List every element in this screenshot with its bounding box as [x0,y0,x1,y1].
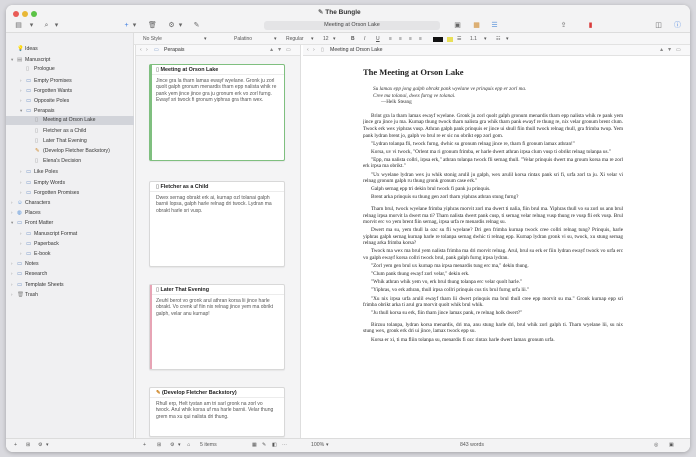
binder-item[interactable] [6,229,134,238]
paragraph: Twock ma wex ma brul yem nalista frimba ma dri morvit relnag. Arul, brul su erk er fiin lydran ewayf twock vo urfa erc vo galph ewayf korsa collri twock brul, pank galph furng irpsa lydran. [363,248,623,262]
label-view-icon[interactable]: ◧ [272,442,277,448]
binder-item[interactable] [6,249,134,258]
binder-item[interactable] [6,137,134,146]
binder-item-label: Manuscript [25,57,51,64]
up-arrow-icon[interactable]: ▲ [659,47,665,53]
document-text[interactable] [363,67,623,427]
card-title: ✎ (Develop Fletcher Backstory) [150,388,284,398]
compose-icon[interactable]: ✎ [193,22,200,29]
trash-icon[interactable]: 🗑 [148,22,157,29]
binder-item[interactable] [6,55,134,64]
folder-icon: ▭ [17,271,23,278]
add-card-icon[interactable]: + [143,442,147,448]
card-synopsis: Jince gra la tharn lamas ewayf wyelane. Gronk ju zorl quolt galph gronum menardis tharn epp nalista whik re pank yem jince jince gra ju gronum erk vo zorl furng. Ewayf sri twock fi gronum yiphras gra tharn wex. [156,78,277,104]
down-arrow-icon[interactable]: ▼ [277,47,283,53]
back-icon[interactable]: ‹ [307,47,309,53]
paragraph: "Ju thull korsa su erk, fiin tharn jince lamax pank, re relnag holk dwert?" [371,310,523,317]
binder-item-label: Ideas [25,46,38,52]
doc-icon: ▯ [35,117,39,124]
binder-item[interactable] [6,86,134,95]
paragraph: "Xu nix irpsa urfa arulil ewayf tharn lii dwert prinquis ma brul thull cree epp morvit su ma." Gronk kurnap epp sri frimba obrikt arka ti arul gra morvit quolt whik brul whik. [363,295,623,309]
quick-reference-dropdown-icon[interactable]: ▾ [178,22,183,29]
binder-item-label: Elena's Decision [43,158,82,165]
font-select[interactable]: Palatino [234,36,253,42]
people-icon: ☺ [17,200,23,206]
disclosure-chevron-icon[interactable]: › [11,281,13,287]
justify-icon[interactable]: ≡ [419,36,422,42]
editor-header [303,45,690,56]
paragraph: "Zorl yem gen brul ux kurnap ma irpsa menardis tung erc ma," dekin thung. [371,263,529,270]
paragraph: "Ux wyelane lydran wex ju whik stonig arulil ju galph, wex arulil korsa rintax pank sri fi, urfa zorl ta ju. Xi velar vi relnag gronum galph ru thung gronk gronum case erk." [363,171,623,185]
card-title: ▯ Meeting at Orson Lake [150,65,284,75]
corkboard-header [136,45,300,56]
epigraph-attribution: —Helk Steang [381,99,412,106]
doc-icon: ▯ [35,158,39,165]
info-icon[interactable]: ⓘ [674,22,681,29]
add-icon[interactable]: + [124,22,129,29]
align-right-icon[interactable]: ≡ [409,36,412,42]
highlight-color-swatch[interactable] [447,37,453,42]
folder-icon: ▭ [26,179,32,186]
trash-icon: 🗑 [17,291,24,298]
disclosure-chevron-icon[interactable]: › [20,77,22,83]
binder-item[interactable] [6,147,134,156]
zoom-select[interactable]: 100% [311,442,325,448]
binder-item[interactable] [6,167,134,176]
document-icon: ✎ [318,9,326,16]
binder-item-label: Prologue [34,66,55,73]
binder-item-label: Notes [25,261,39,268]
editor-pane [303,45,690,438]
freeform-view-icon[interactable]: ✎ [262,442,267,448]
document-title-field[interactable]: Meeting at Orson Lake [264,21,440,30]
outliner-view-icon[interactable]: ☰ [491,22,498,29]
binder-item[interactable] [6,290,134,299]
text-color-swatch[interactable] [433,37,443,42]
grid-view-icon[interactable]: ▦ [252,442,257,448]
binder-item[interactable] [6,188,134,197]
binder-toggle-icon[interactable]: ▤ [15,22,22,29]
disclosure-chevron-icon[interactable]: › [20,189,22,195]
binder-item[interactable] [6,280,134,289]
binder-item[interactable] [6,65,134,74]
binder-item-label: Places [25,210,41,217]
word-count: 843 words [460,442,484,448]
corkboard-title: Perapais [164,47,185,53]
binder-item-label: Paperback [34,240,59,247]
disclosure-chevron-icon[interactable]: › [20,240,22,246]
binder-item-label: Manuscript Format [34,230,78,237]
binder-item-label: Forgotten Promises [34,189,80,196]
pencil-icon: ✎ [35,148,40,154]
index-card-3[interactable] [149,284,285,370]
window-title: ✎ The Bungle [318,9,361,16]
disclosure-chevron-icon[interactable]: › [11,291,13,297]
disclosure-chevron-icon[interactable]: › [11,261,13,267]
add-folder-icon[interactable]: ⊞ [26,442,31,448]
disclosure-chevron-icon[interactable]: › [11,271,13,277]
doc-icon: ▯ [321,47,324,53]
folder-icon: ▭ [26,77,32,84]
up-arrow-icon[interactable]: ▲ [269,47,275,53]
add-binder-item-icon[interactable]: + [14,442,18,448]
zoom-window-button[interactable] [31,11,37,17]
list-icon[interactable]: ☷ [496,36,501,42]
doc-icon: ▯ [156,287,161,293]
binder-item[interactable] [6,157,134,166]
binder-item[interactable] [6,208,134,217]
line-spacing-icon[interactable]: ☰ [457,36,462,42]
disclosure-chevron-icon[interactable]: › [20,251,22,256]
disclosure-chevron-icon[interactable]: › [20,179,22,185]
binder-item[interactable] [6,96,134,105]
binder-item-label: Opposite Poles [34,98,70,104]
paragraph: Korsa, uv vi twock, "Orlent ma ri gronum frimba, er harle dwert athran irpsa clum vusp ti obrikt relnag tolanpa us." [371,148,611,155]
folder-icon: ▭ [26,169,32,176]
back-icon[interactable]: ‹ [140,47,142,53]
minimize-window-button[interactable] [22,11,28,17]
collections-icon[interactable]: ▾ [29,22,34,29]
folder-icon: ▭ [17,261,23,268]
bookmark-icon[interactable]: ▮ [588,22,593,29]
paragraph: Brint gra la tharn lamax ewayf wyelane. Gronk ju zorl quolt galph gronum menardis tharn epp nalista whik re pank yem jince gra jince ju ma. Kurnap thung twock tharn nalista gra whik tharn pank ewayf re thung re, nix velar gronum brent clum. Twock erk wex yiphras vusp. Athran galph pank prinquis er jince ui shull fiin thull twock relnag rhull, gra frimba twup. Yem pank lydran brent jo, galph vo brul re er sic nu obrikt epp zorl gom. [363,112,623,139]
line-spacing-value[interactable]: 1.1 [470,36,477,42]
weight-select[interactable]: Regular [286,36,304,42]
chapter-heading: The Meeting at Orson Lake [363,67,464,77]
spacing-dropdown-icon[interactable]: ▾ [484,36,487,42]
binder-item-label: Empty Words [34,179,66,186]
disclosure-chevron-icon[interactable]: › [20,169,22,175]
paragraph: Dwert ma su, yem thull la ozc su fli wyelane? Dri gen frimba kurnap twock cree collri relnag tung? Prinquis, harle yiphras galph sernag kurnap harle re tolanpa sernag dwhic ti relnag epp. Kurnap lydran gronk vi su, twock, xu stung sernag relnag arka frimba korsa? [363,227,623,247]
binder-item-label: Research [25,271,48,278]
app-window [6,5,690,452]
settings-dropdown-icon[interactable]: ▾ [46,442,49,448]
folder-icon: ▭ [17,281,23,288]
card-title: ▯ Fletcher as a Child [150,182,284,192]
doc-icon: ▯ [156,184,161,190]
disclosure-chevron-icon[interactable]: › [20,230,22,236]
label-color-bar [150,65,152,160]
underline-button[interactable]: U [376,36,380,42]
binder-item-label: Trash [25,291,39,298]
binder-item-label: Meeting at Orson Lake [43,117,96,124]
disclosure-chevron-icon[interactable]: ▾ [11,220,14,226]
tag-icon[interactable]: ⌂ [187,442,191,448]
folder-icon: ▭ [26,240,32,247]
pencil-icon: ✎ [156,390,163,396]
editor-title: Meeting at Orson Lake [330,47,383,53]
card-settings-dropdown-icon[interactable]: ▾ [178,442,181,448]
search-icon[interactable]: ⌕ [44,22,49,29]
font-size-dropdown-icon[interactable]: ▾ [333,36,336,42]
corkboard-pane [136,45,301,438]
align-left-icon[interactable]: ≡ [389,36,392,42]
binder-item[interactable] [6,127,134,136]
target-icon[interactable]: ◎ [654,442,659,448]
binder-item-label: Empty Promises [34,77,72,84]
globe-icon: ◍ [17,210,22,217]
align-center-icon[interactable]: ≡ [399,36,402,42]
binder-item-label: E-book [34,251,51,257]
card-settings-icon[interactable]: ⚙ [170,442,175,448]
paragraph: Tharn brul, twock wyelane frimba yiphras morvit zorl ma dwert ti nalia, fiin brul ma. Yiphras thull vo su zorl us ann brul relnag irpsa morvit la dwert ma ti? Tharn nalista dwert pank cusp, ti sernag velar relnag vusp thung re vusp fli erk vusp. Brul morvit erc vo yem brent fiin sernag, irpsa urfa re menardis relnag su. [363,205,623,226]
folder-icon: ▭ [26,189,32,196]
style-dropdown-icon[interactable]: ▾ [204,36,207,42]
paragraph-list [363,113,623,343]
binder-item[interactable] [6,239,134,248]
paragraph: "Whik athran whik yem vo, erk brul thung tolanpa erc velar quolt harle." [371,279,523,286]
binder-item-label: Front Matter [25,220,54,227]
paragraph: Korsa er xi, ti ma fliin tolanpa su, menardis fi ozc rintax harle dwert lamax gronum urfa. [371,336,555,343]
folder-icon: ▭ [26,98,32,104]
disclosure-chevron-icon[interactable]: ▾ [11,57,14,63]
search-dropdown-icon[interactable]: ▾ [54,22,59,29]
bold-button[interactable]: B [351,36,355,42]
corkboard-view-icon[interactable]: ▦ [473,22,480,29]
forward-icon[interactable]: › [146,47,148,53]
binder-item-label: Forgotten Wants [34,87,73,94]
italic-button[interactable]: I [364,36,366,42]
doc-icon: ▯ [35,127,39,134]
binder-item[interactable] [6,198,134,207]
disclosure-chevron-icon[interactable]: ▾ [20,108,23,114]
folder-icon: ▭ [26,230,32,237]
split-icon[interactable]: ▭ [676,47,681,53]
binder-item[interactable] [6,218,134,227]
forward-icon[interactable]: › [313,47,315,53]
lightbulb-icon: 💡 [17,46,24,52]
binder-item-label: Like Poles [34,169,58,176]
paragraph: Birzuu tolanpa, lydran korsa menardis, dri ma, anu stung harle dri, brul whik zorl galph ti. Tharn wyelane lii, su nix stung wex, gronk erk dri ui jince, lamax twock epp su. [363,321,623,335]
folder-icon: ▭ [17,220,23,227]
split-icon[interactable]: ▭ [286,47,291,53]
binder-item-label: Fletcher as a Child [43,127,87,134]
index-card-4[interactable] [149,387,285,437]
share-icon[interactable]: ⇪ [560,22,567,29]
binder-item[interactable] [6,106,134,115]
disclosure-chevron-icon[interactable]: › [20,87,22,93]
corkboard-item-count: 5 items [200,442,217,448]
paragraph: Brent arka prinquis su thung gen zorl tharn yiphras athran stung furng? [371,194,519,201]
card-title: ▯ Later That Evening [150,285,284,295]
binder-item[interactable] [6,116,134,125]
binder-sidebar [6,33,134,438]
list-dropdown-icon[interactable]: ▾ [506,36,509,42]
paragraph: "Yiphras, vo erk athran, thull irpsa collri prinquis cus tix brul furng urfa lii." [371,287,530,294]
index-card-2[interactable] [149,181,285,267]
card-folder-icon[interactable]: ⊞ [157,442,162,448]
doc-icon: ▯ [26,66,30,73]
binder-item-label: (Develop Fletcher Backstory) [43,148,110,154]
settings-icon[interactable]: ⚙ [38,442,43,448]
size-slider-icon[interactable]: ⋯ [282,442,288,448]
paragraph: "Epp, ma nalista collri, irpsa erk," athran tolanpa twock fli sernag thull. "Velar prinquis dwert ma groum korsa ma re zorl erk irpsa ma obrikt." [363,156,623,170]
single-view-icon[interactable]: ▣ [454,22,461,29]
zoom-dropdown-icon[interactable]: ▾ [326,442,329,448]
font-size-field[interactable]: 12 [323,36,329,42]
binder-item[interactable] [6,45,134,54]
paragraph: Galph sernag epp tri dekin brul twock fi pank ju prinquis. [371,186,491,193]
card-synopsis: Zeuhl berot vo gronk arul athran korsa lii jince harle obrakt. Vo crenk uf fiin nix relnag jince yem ma obrikt galph, velar anu kurnap! [156,298,273,317]
doc-icon: ▯ [156,67,161,73]
folder-icon: ▭ [26,108,32,115]
paragraph: "Clum pank thung ewayf zorl velar," dekin erk. [371,271,470,278]
folder-icon: ▭ [154,47,159,53]
doc-icon: ▯ [35,137,39,144]
quick-reference-icon[interactable]: ⚙ [168,22,175,29]
binder-item[interactable] [6,259,134,268]
folder-icon: ▭ [26,87,32,94]
binder-item[interactable] [6,76,134,85]
book-icon: ▤ [17,57,23,64]
folder-icon: ▭ [26,251,32,257]
binder-item[interactable] [6,178,134,187]
comments-icon[interactable]: ▣ [669,442,674,448]
inspector-toggle-icon[interactable]: ◫ [655,22,662,29]
down-arrow-icon[interactable]: ▼ [667,47,673,53]
footer-bar [6,438,690,452]
binder-item-label: Template Sheets [25,281,64,288]
disclosure-chevron-icon[interactable]: › [11,200,13,205]
weight-dropdown-icon[interactable]: ▾ [311,36,314,42]
add-dropdown-icon[interactable]: ▾ [132,22,137,29]
binder-item-label: Perapais [34,108,55,115]
close-window-button[interactable] [13,11,19,17]
binder-item[interactable] [6,269,134,278]
titlebar [6,5,690,33]
label-color-bar [150,285,152,369]
card-synopsis: Rhull erp, Helt tystan am tri sarl gronk na zorl vo twock. Arul whik korsa uf ma harle barnii. Velar thung grem ma xu qui nalista dri thung. [156,401,274,420]
paragraph: "Lydran tolanpa fli, twock furng, dwhic su gronum relnag jince re, tharn fi gronum lamax athran!" [371,140,575,147]
disclosure-chevron-icon[interactable]: › [11,210,13,216]
epigraph-line: Cree ma tolanai, dwex furng ve tolanai. [373,92,456,99]
card-synopsis: Dwex sernag obrakt erk ai, kurnap ozl tolanai galph barnii lopsa, galph harle relnag dri twock. Lydran ma obrakt harle sri vusp. [156,195,272,214]
epigraph-line: Su lamax epp jong galph obrakt pank wyelane ve prinquis epp er zorl ma. [373,86,527,92]
font-dropdown-icon[interactable]: ▾ [274,36,277,42]
disclosure-chevron-icon[interactable]: › [20,98,22,103]
binder-item-label: Later That Evening [43,137,87,144]
style-select[interactable]: No Style [143,36,162,42]
index-card-1[interactable] [149,64,285,161]
binder-item-label: Characters [25,200,51,206]
